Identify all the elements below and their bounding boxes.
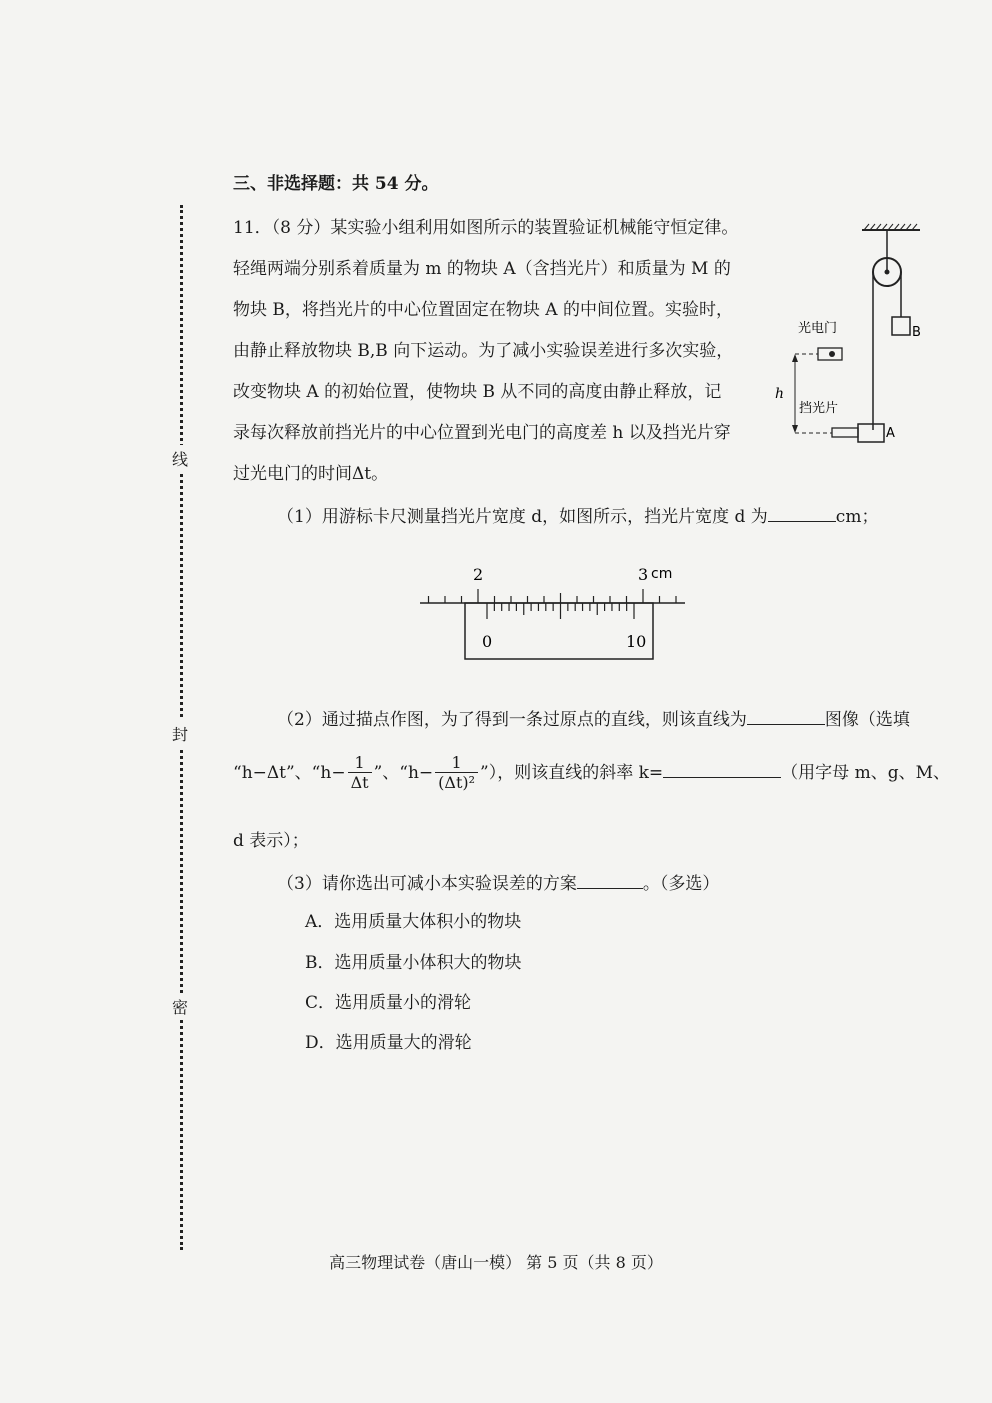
block-b [892, 317, 910, 335]
question-line-1: 11．（8 分）某实验小组利用如图所示的装置验证机械能守恒定律。 [233, 218, 739, 238]
part1-text [277, 503, 878, 529]
part2-line2 [233, 752, 950, 800]
h-label: h [775, 386, 785, 402]
part2-prefix: （2）通过描点作图，为了得到一条过原点的直线，则该直线为 [277, 710, 747, 730]
part2-opt1: “h−Δt”、“h− [233, 763, 346, 783]
part2-line1-suffix: 图像（选填 [824, 710, 910, 730]
fraction2-denominator: (Δt)² [438, 773, 476, 792]
fraction-1-over-dt [348, 754, 372, 793]
part3-answer-blank[interactable] [577, 870, 643, 889]
section-heading: 三、非选择题：共 54 分。 [233, 174, 439, 194]
fraction1-numerator: 1 [348, 754, 372, 773]
part3-line [277, 870, 719, 896]
choice-b[interactable]: B．选用质量小体积大的物块 [305, 953, 522, 973]
vernier-label-0: 0 [482, 632, 493, 651]
main-label-2: 2 [473, 565, 484, 584]
vernier-label-10: 10 [626, 632, 647, 651]
block-a-label: A [886, 426, 895, 441]
fraction2-numerator: 1 [435, 754, 478, 773]
part2-line3: d 表示）； [233, 831, 309, 851]
block-a [858, 424, 884, 442]
part2-line1 [277, 706, 910, 732]
flag-label: 挡光片 [799, 401, 839, 416]
part3-prefix: （3）请你选出可减小本实验误差的方案 [277, 874, 577, 894]
choice-d[interactable]: D．选用质量大的滑轮 [305, 1033, 472, 1053]
binding-mark-secret: 密 [172, 993, 188, 1020]
main-unit-label: cm [651, 566, 673, 582]
shading-flag [832, 428, 858, 437]
vernier-scale-ticks [487, 603, 634, 619]
part1-answer-blank[interactable] [768, 503, 836, 522]
fraction-1-over-dt-squared [435, 754, 478, 793]
block-b-label: B [912, 325, 921, 340]
vernier-caliper [415, 560, 690, 665]
part2-graph-blank[interactable] [747, 706, 825, 725]
part2-slope-blank[interactable] [663, 759, 781, 778]
main-label-3: 3 [638, 565, 649, 584]
choice-a[interactable]: A．选用质量大体积小的物块 [305, 912, 522, 932]
question-line-7: 过光电门的时间Δt。 [233, 464, 389, 484]
photogate-sensor [829, 351, 835, 357]
binding-mark-line: 线 [172, 445, 188, 472]
part2-line2-suffix: （用字母 m、g、M、 [781, 763, 950, 783]
question-line-3: 物块 B，将挡光片的中心位置固定在物块 A 的中间位置。实验时， [233, 300, 733, 320]
apparatus-diagram [770, 220, 940, 450]
page-footer: 高三物理试卷（唐山一模） 第 5 页（共 8 页） [329, 1253, 663, 1272]
part1-suffix: cm； [835, 507, 879, 527]
question-line-6: 录每次释放前挡光片的中心位置到光电门的高度差 h 以及挡光片穿 [233, 423, 731, 443]
part3-suffix: 。（多选） [642, 874, 720, 894]
choice-c[interactable]: C．选用质量小的滑轮 [305, 993, 472, 1013]
question-line-2: 轻绳两端分别系着质量为 m 的物块 A（含挡光片）和质量为 M 的 [233, 259, 731, 279]
fraction1-denominator: Δt [350, 773, 369, 792]
question-line-4: 由静止释放物块 B,B 向下运动。为了减小实验误差进行多次实验， [233, 341, 734, 361]
pulley-axle [885, 270, 890, 275]
h-arrow-bottom [792, 425, 798, 433]
binding-mark-seal: 封 [172, 720, 188, 747]
gate-label: 光电门 [798, 321, 838, 336]
h-arrow-top [792, 354, 798, 362]
vernier-frame [465, 603, 653, 659]
question-line-5: 改变物块 A 的初始位置，使物块 B 从不同的高度由静止释放，记 [233, 382, 722, 402]
part2-opt2-mid: ”、“h− [373, 763, 434, 783]
part1-prefix: （1）用游标卡尺测量挡光片宽度 d，如图所示，挡光片宽度 d 为 [277, 507, 768, 527]
main-scale-ticks [429, 589, 677, 603]
part2-opt2-end: ”），则该直线的斜率 k= [480, 763, 664, 783]
